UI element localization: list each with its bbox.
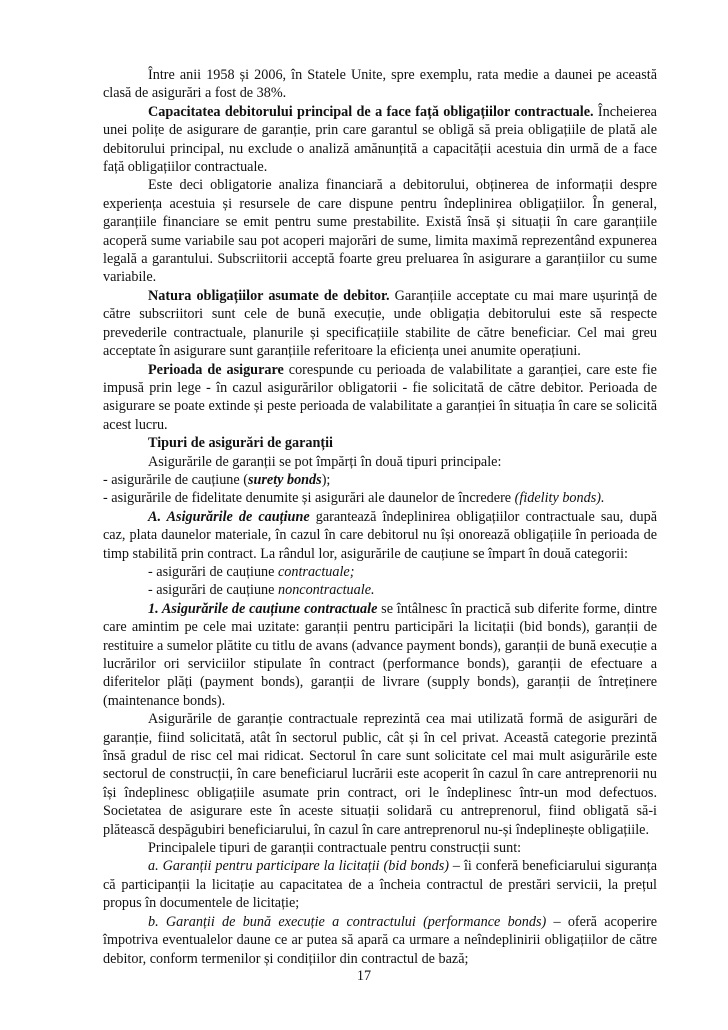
paragraph-performance-bonds — [103, 913, 657, 968]
list-item-noncontractual-text: - asigurări de cauțiune — [148, 582, 278, 599]
paragraph-obligations-text: Garanțiile acceptate cu mai mare ușurință de către subscriitori sunt cele de bună execuție, unde obligația debitorului este să respecte prevederile contractuale, planurile și specificațiile stabilite de către beneficiar. Cel mai greu acceptate în asigurare sunt garanțiile referitoare la eficiența unei anumite operațiuni. — [103, 287, 657, 360]
list-item-surety-text: - asigurările de cauțiune ( — [103, 471, 248, 488]
paragraph-bid-bonds — [103, 857, 657, 912]
list-item-noncontractual — [103, 581, 657, 599]
list-item-fidelity — [103, 489, 657, 507]
paragraph-period — [103, 361, 657, 435]
list-item-surety — [103, 471, 657, 489]
term-surety-bonds: surety bonds — [247, 471, 322, 488]
list-item-fidelity-text: - asigurările de fidelitate denumite și asigurări ale daunelor de încredere — [103, 490, 515, 507]
paragraph-contractual-surety-text: se întâlnesc în practică sub diferite forme, dintre care amintim pe cele mai uzitate: garanții pentru participări la licitații (bid bonds), garanții de restituire a sumelor plătite cu titlu de avans (advance payment bonds), garanții de bună execuție a lucrărilor ori serviciilor stipulate în contract (performance bonds), garanții de efectuare a diferitelor plăți (payment bonds), garanții de livrare (supply bonds), garanții de întreținere (maintenance bonds). — [103, 600, 658, 709]
paragraph-period-text: corespunde cu perioada de valabilitate a garanției, care este fie impusă prin lege - în cazul asigurărilor obligatorii - fie solicitată de către debitor. Perioada de asigurare se poate extinde și peste perioada de valabilitate a garanției în situația în care se solicită acest lucru. — [103, 361, 657, 433]
term-contractual: contractuale; — [278, 563, 355, 580]
heading-surety: A. Asigurările de cauțiune — [148, 508, 310, 525]
heading-obligations: Natura obligațiilor asumate de debitor. — [148, 287, 390, 304]
paragraph-financial-analysis: Este deci obligatorie analiza financiară a debitorului, obținerea de informații despre experiența acestuia și resursele de care dispune pentru îndeplinirea obligațiilor. În general, garanțiile financiare se emit pentru sume prestabilite. Există însă și situații în care garanțiile acoperă sume variabile sau pot acoperi majorări de sume, limita maximă reprezentând expunerea legală a garantului. Subscriitorii acceptă foarte greu preluarea în asigurare a garanțiilor cu sume variabile. — [103, 177, 657, 286]
heading-period: Perioada de asigurare — [148, 361, 284, 378]
list-item-contractual — [103, 563, 657, 581]
page-number: 17 — [356, 968, 372, 984]
paragraph-construction-sector: Asigurările de garanție contractuale reprezintă cea mai utilizată formă de asigurări de garanție, fiind solicitată, atât în sectorul public, cât și în cel privat. Această categorie prezintă însă gradul de risc cel mai ridicat. Sectorul în care sunt solicitate cel mai mult asigurările este sectorul de construcții, în care beneficiarul lucrării este acoperit în cazul în care antreprenorii nu își îndeplinesc obligațiile asumate prin contract, ori le îndeplinesc într-un mod defectuos. Societatea de asigurare este în aceste situații solidară cu antreprenorul, fiind obligată să-i plătească despăgubiri beneficiarului, în cazul în care antreprenorul nu-și îndeplinește obligațiile. — [103, 711, 657, 838]
paragraph-performance-bonds-text: – oferă acoperire împotriva eventualelor daune ce ar putea să apară ca urmare a neîndeplinirii obligațiilor de către debitor, conform termenilor și condițiilor din contractul de bază; — [103, 913, 658, 967]
paragraph-surety — [103, 508, 657, 563]
list-item-surety-close: ); — [321, 471, 331, 488]
paragraph-surety-text: garantează îndeplinirea obligațiilor contractuale sau, după caz, plata daunelor materiale, în cazul în care debitorul nu își onorează obligațiile în perioada de timp stabilită prin contract. La rândul lor, asigurările de cauțiune se împart în două categorii: — [103, 508, 658, 562]
paragraph-intro: Între anii 1958 și 2006, în Statele Unite, spre exemplu, rata medie a daunei pe această clasă de asigurări a fost de 38%. — [103, 67, 657, 102]
heading-contractual-surety: 1. Asigurările de cauțiune contractuale — [148, 600, 378, 617]
heading-bid-bonds: a. Garanții pentru participare la licitații (bid bonds) — [148, 858, 449, 875]
term-noncontractual: noncontractuale. — [278, 582, 375, 599]
term-fidelity-bonds: (fidelity bonds). — [514, 490, 605, 507]
paragraph-bid-bonds-text: – îi conferă beneficiarului siguranța că participanții la licitație au capacitatea de a încheia contractul de prestări servicii, la prețul propus în documentele de licitație; — [103, 858, 658, 912]
paragraph-contractual-surety — [103, 600, 657, 710]
paragraph-capacity — [103, 103, 657, 177]
document-body — [103, 66, 657, 968]
paragraph-capacity-text: Încheierea unei polițe de asigurare de garanție, prin care garantul se obligă să preia obligațiile de plată ale debitorului principal, nu exclude o analiză amănunțită a capacității acestuia din urmă de a face față obligațiilor contractuale. — [103, 103, 657, 176]
paragraph-types-intro: Asigurările de garanții se pot împărți în două tipuri principale: — [148, 453, 502, 470]
paragraph-obligations — [103, 287, 657, 361]
heading-types: Tipuri de asigurări de garanții — [148, 435, 333, 452]
paragraph-main-types: Principalele tipuri de garanții contractuale pentru construcții sunt: — [148, 840, 522, 857]
list-item-contractual-text: - asigurări de cauțiune — [148, 563, 278, 580]
heading-performance-bonds: b. Garanții de bună execuție a contractului (performance bonds) — [148, 913, 547, 930]
heading-capacity: Capacitatea debitorului principal de a face față obligațiilor contractuale. — [148, 103, 594, 120]
